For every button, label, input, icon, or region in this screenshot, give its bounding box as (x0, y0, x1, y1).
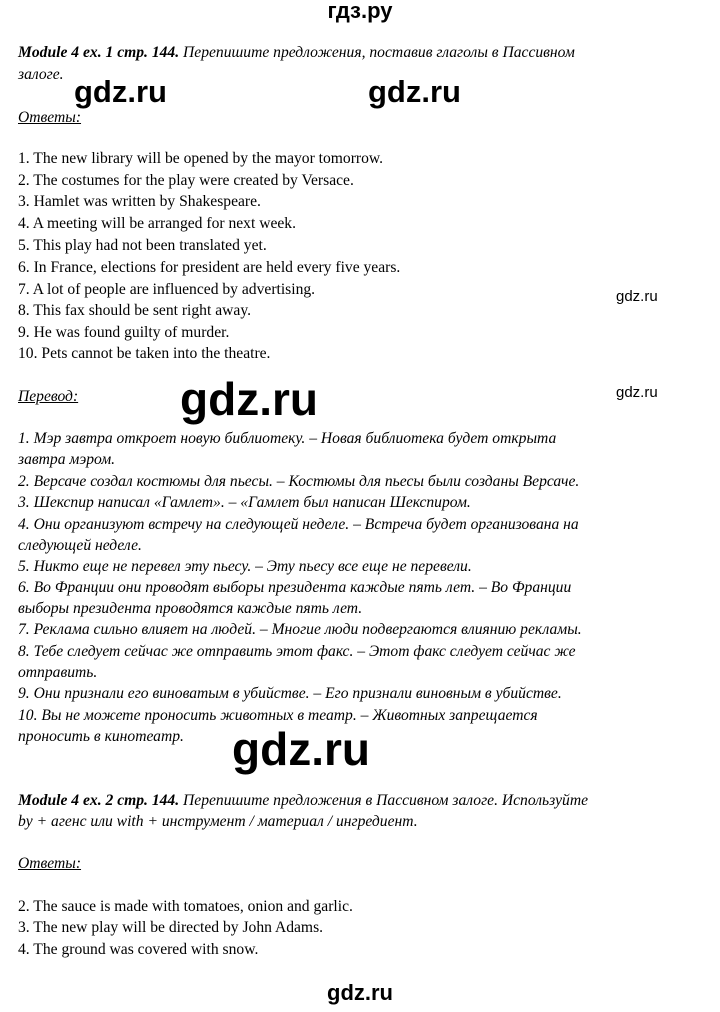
translation-line: 9. Они признали его виноватым в убийстве. – Его признали виновным в убийстве. (18, 685, 562, 702)
ex2-heading (18, 790, 588, 812)
answer-line: 1. The new library will be opened by the mayor tomorrow. (18, 150, 384, 167)
ex1-translation-label: Перевод: (18, 388, 79, 405)
translation-line: завтра мэром. (18, 451, 116, 468)
translation-line: 6. Во Франции они проводят выборы президента каждые пять лет. – Во Франции (18, 579, 572, 596)
translation-line: 5. Никто еще не перевел эту пьесу. – Эту пьесу все еще не перевели. (18, 558, 472, 575)
answer-line: 7. A lot of people are influenced by advertising. (18, 281, 316, 298)
answer-line: 10. Pets cannot be taken into the theatre. (18, 345, 271, 362)
answer-line: 6. In France, elections for president are held every five years. (18, 259, 401, 276)
ex2-heading-text: Перепишите предложения в Пассивном залоге. Используйте (179, 792, 589, 809)
ex2-heading-bold: Module 4 ex. 2 стр. 144. (18, 792, 180, 809)
answer-line: 9. He was found guilty of murder. (18, 324, 230, 341)
translation-line: 4. Они организуют встречу на следующей неделе. – Встреча будет организована на (18, 516, 579, 533)
translation-line: 2. Версаче создал костюмы для пьесы. – Костюмы для пьесы были созданы Версаче. (18, 473, 580, 490)
translation-line: отправить. (18, 664, 98, 681)
answer-line: 4. The ground was covered with snow. (18, 941, 259, 958)
answer-line: 2. The sauce is made with tomatoes, onion and garlic. (18, 898, 353, 915)
watermark-small-2: gdz.ru (616, 384, 658, 401)
watermark-small-1: gdz.ru (616, 288, 658, 305)
watermark-bottom: gdz.ru (327, 980, 393, 1005)
watermark-top: гдз.ру (327, 0, 393, 23)
watermark-huge-2: gdz.ru (232, 723, 370, 775)
watermark-big-right: gdz.ru (368, 74, 461, 109)
ex2-answers-label: Ответы: (18, 855, 82, 872)
translation-line: 10. Вы не можете проносить животных в театр. – Животных запрещается (18, 707, 538, 724)
ex2-heading-line2: by + агенс или with + инструмент / материал / ингредиент. (18, 813, 418, 830)
ex1-answers-label: Ответы: (18, 109, 82, 126)
ex1-heading (18, 42, 575, 64)
ex1-heading-bold: Module 4 ex. 1 стр. 144. (18, 44, 180, 61)
translation-line: следующей неделе. (18, 537, 142, 554)
answer-line: 3. Hamlet was written by Shakespeare. (18, 193, 261, 210)
answer-line: 3. The new play will be directed by John Adams. (18, 919, 324, 936)
answer-line: 5. This play had not been translated yet. (18, 237, 267, 254)
watermark-big-left: gdz.ru (74, 74, 167, 109)
answer-line: 8. This fax should be sent right away. (18, 302, 251, 319)
translation-line: проносить в кинотеатр. (18, 728, 184, 745)
watermark-huge-1: gdz.ru (180, 373, 318, 425)
translation-line: 8. Тебе следует сейчас же отправить этот факс. – Этот факс следует сейчас же (18, 643, 576, 660)
ex1-heading-text: Перепишите предложения, поставив глаголы в Пассивном (179, 44, 575, 61)
answer-line: 4. A meeting will be arranged for next week. (18, 215, 296, 232)
ex1-heading-line2: залоге. (18, 66, 64, 83)
answer-line: 2. The costumes for the play were created by Versace. (18, 172, 354, 189)
translation-line: 3. Шекспир написал «Гамлет». – «Гамлет был написан Шекспиром. (18, 494, 471, 511)
translation-line: 7. Реклама сильно влияет на людей. – Многие люди подвергаются влиянию рекламы. (18, 621, 582, 638)
translation-line: 1. Мэр завтра откроет новую библиотеку. – Новая библиотека будет открыта (18, 430, 557, 447)
translation-line: выборы президента проводятся каждые пять лет. (18, 600, 363, 617)
